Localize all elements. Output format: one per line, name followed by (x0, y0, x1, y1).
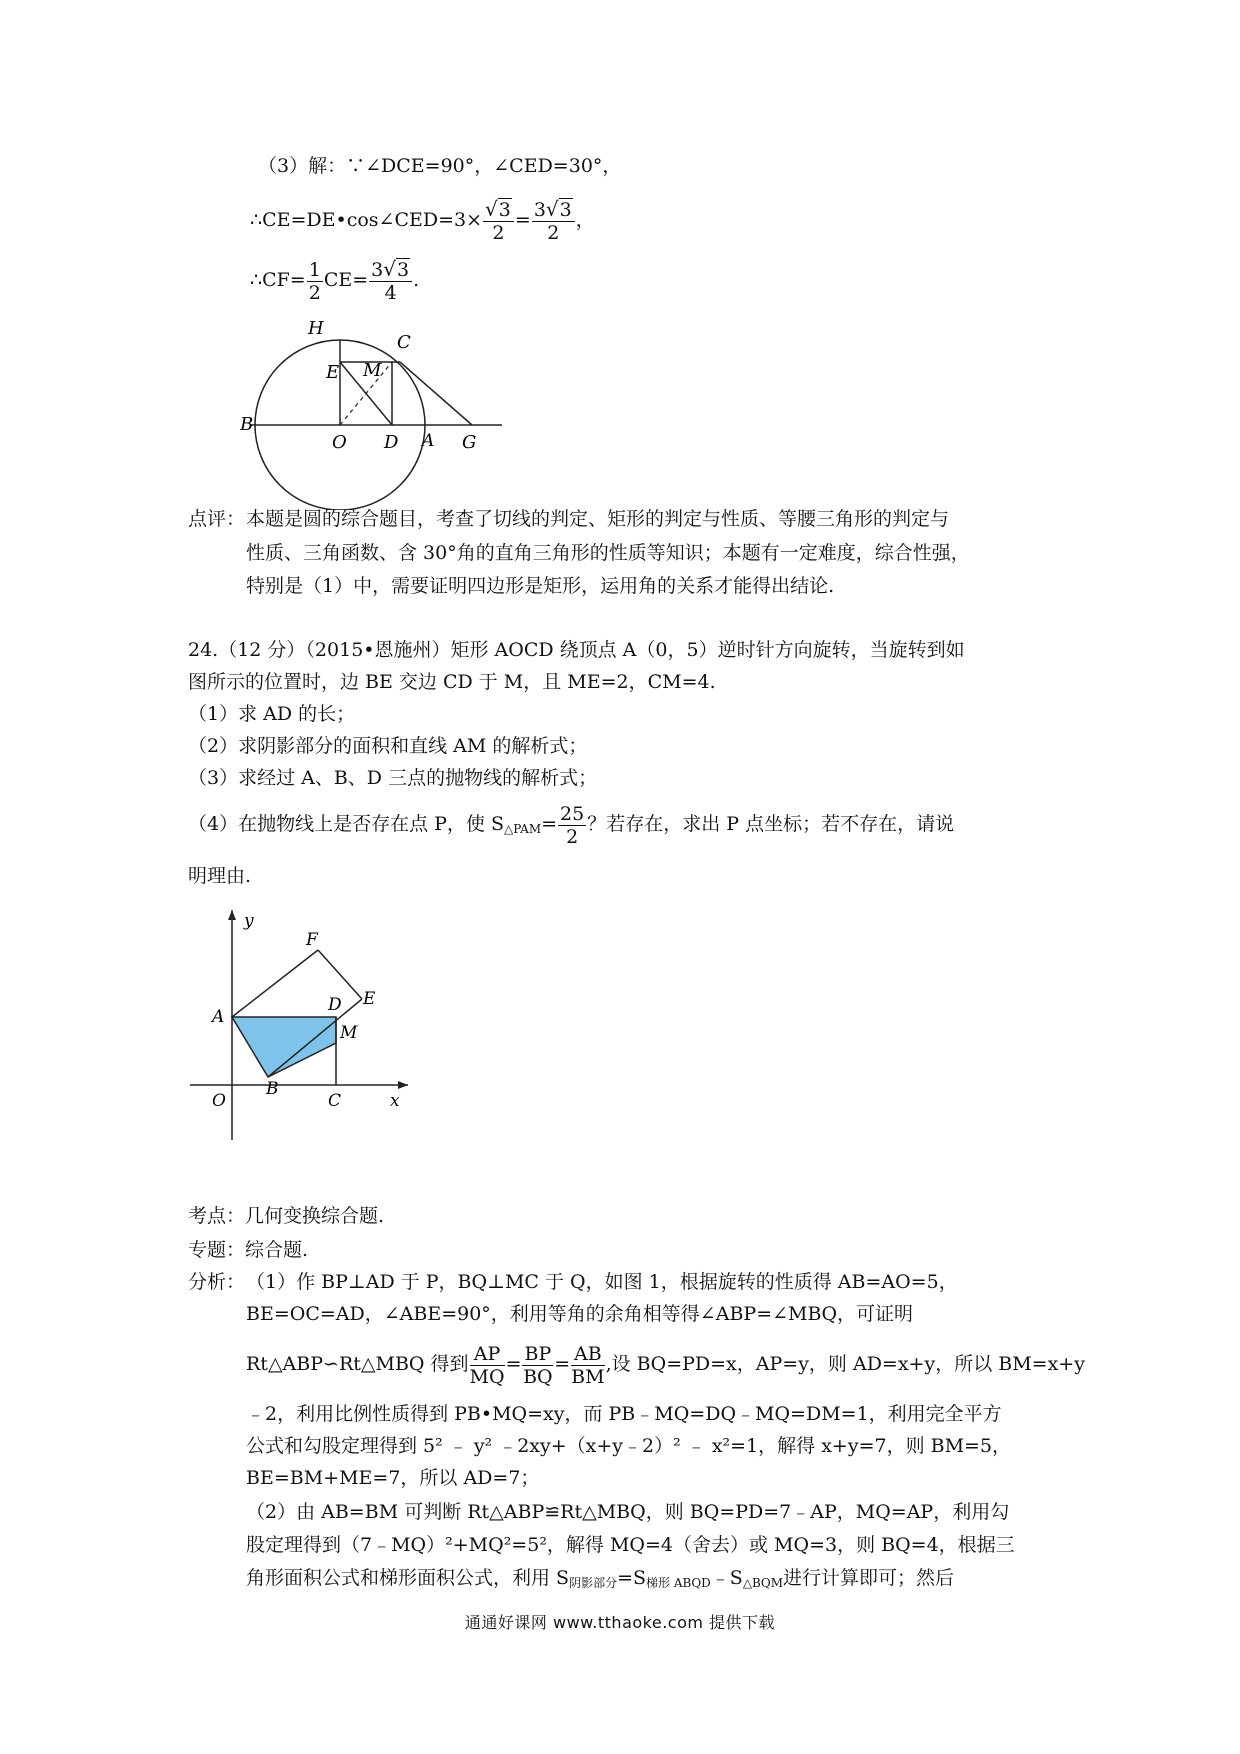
solution-line-3-mid: CE= (323, 269, 369, 291)
label-y: y (244, 911, 254, 931)
segment-AF (232, 950, 318, 1017)
label-A: A (212, 1007, 225, 1027)
label-A: A (422, 431, 435, 451)
analysis-line-9 (246, 1564, 954, 1597)
shaded-region (232, 1017, 336, 1077)
coefficient: 3 (371, 259, 384, 281)
segment-FE (318, 950, 362, 999)
analysis-line-9-prefix: 角形面积公式和梯形面积公式，利用 S (246, 1567, 570, 1589)
solution-line-1: （3）解：∵∠DCE=90°，∠CED=30°， (258, 155, 622, 177)
y-axis-arrow (228, 910, 236, 920)
solution-line-2-prefix: ∴CE=DE•cos∠CED=3× (250, 209, 483, 231)
denominator: MQ (469, 1365, 505, 1388)
analysis-line-9-suffix: 进行计算即可；然后 (782, 1567, 954, 1589)
x-axis-arrow (398, 1081, 408, 1089)
comment-line-3: 特别是（1）中，需要证明四边形是矩形，运用角的关系才能得出结论. (246, 575, 835, 597)
denominator: 2 (547, 222, 560, 244)
denominator: 2 (566, 825, 579, 848)
numerator: BP (524, 1342, 552, 1365)
numerator: 25 (560, 802, 585, 825)
problem-24-line-1: 24.（12 分）（2015•恩施州）矩形 AOCD 绕顶点 A（0，5）逆时针方向旋转，当旋转到如 (188, 639, 965, 661)
analysis-line-3-suffix: ,设 BQ=PD=x，AP=y，则 AD=x+y，所以 BM=x+y (605, 1353, 1085, 1375)
label-x: x (390, 1091, 400, 1111)
analysis-line-4: ﹣2，利用比例性质得到 PB•MQ=xy，而 PB﹣MQ=DQ﹣MQ=DM=1，利用完全平方 (246, 1403, 1002, 1425)
denominator: 4 (384, 282, 397, 304)
label-E: E (326, 362, 340, 383)
problem-24-question-2: （2）求阴影部分的面积和直线 AM 的解析式； (188, 735, 588, 757)
equals-sign: = (541, 813, 558, 835)
problem-24-question-1: （1）求 AD 的长； (188, 703, 356, 725)
analysis-line-3-prefix: Rt△ABP∽Rt△MBQ 得到 (246, 1353, 469, 1375)
problem-24-question-4-line-2: 明理由. (188, 865, 252, 887)
label-D: D (328, 995, 342, 1015)
rotated-rectangle-figure (180, 900, 420, 1145)
label-B: B (240, 414, 254, 435)
fraction-sqrt3-over-2: $\frac{√3}{2}$ (483, 198, 514, 244)
solution-line-3 (250, 250, 419, 310)
denominator: BM (571, 1365, 605, 1388)
analysis-line-9-mid: =S (617, 1567, 647, 1589)
radicand: 3 (559, 199, 572, 221)
problem-24-question-3: （3）求经过 A、B、D 三点的抛物线的解析式； (188, 767, 598, 789)
circle-geometry-figure (240, 310, 510, 510)
label-B: B (266, 1079, 279, 1099)
fraction-3sqrt3-over-2: $\frac{3√3}{2}$ (532, 198, 575, 244)
subscript-triangle: △BQM (742, 1576, 783, 1590)
fraction-AB-over-BM (571, 1343, 604, 1388)
comment-line-1: 本题是圆的综合题目，考查了切线的判定、矩形的判定与性质、等腰三角形的判定与 (246, 508, 950, 530)
kaodian-line: 考点：几何变换综合题. (188, 1205, 385, 1227)
solution-line-3-prefix: ∴CF= (250, 269, 306, 291)
label-O: O (332, 432, 347, 453)
denominator: BQ (523, 1365, 553, 1388)
fraction-AP-over-MQ (470, 1343, 505, 1388)
label-O: O (212, 1091, 226, 1111)
analysis-line-5: 公式和勾股定理得到 5² ﹣ y² ﹣2xy+（x+y﹣2）² ﹣ x²=1，解得 x+y=7，则 BM=5， (246, 1435, 1012, 1457)
question-4-suffix: ？若存在，求出 P 点坐标；若不存在，请说 (587, 813, 955, 835)
solution-line-3-suffix: . (413, 269, 420, 291)
label-D: D (384, 432, 399, 453)
solution-line-2-suffix: ， (575, 209, 595, 231)
subscript-shaded: 阴影部分 (569, 1576, 618, 1590)
analysis-line-9-mid2: ﹣S (710, 1567, 743, 1589)
area-subscript: △PAM (503, 822, 542, 836)
comment-line-2: 性质、三角函数、含 30°角的直角三角形的性质等知识；本题有一定难度，综合性强， (246, 542, 970, 564)
segment-CG (400, 362, 472, 425)
analysis-line-1: （1）作 BP⊥AD 于 P，BQ⊥MC 于 Q，如图 1，根据旋转的性质得 AB=AO=5， (246, 1271, 958, 1293)
label-C: C (328, 1091, 342, 1111)
analysis-line-7: （2）由 AB=BM 可判断 Rt△ABP≌Rt△MBQ，则 BQ=PD=7﹣AP，MQ=AP，利用勾 (246, 1501, 1010, 1523)
comment-label: 点评： (188, 508, 246, 530)
label-C: C (397, 332, 411, 353)
coefficient: 3 (533, 199, 546, 221)
label-F: F (306, 930, 318, 950)
analysis-label: 分析： (188, 1271, 246, 1293)
analysis-line-2: BE=OC=AD，∠ABE=90°，利用等角的余角相等得∠ABP=∠MBQ，可证明 (246, 1303, 914, 1325)
analysis-line-3: Rt△ABP∽Rt△MBQ 得到 $\frac{AP}{MQ}$ = $\frac{BP}{BQ}$ = $\frac{AB}{BM}$ ,设 BQ=PD=x，AP=y，则 AD=x+y，所以 BM=x+y (246, 1342, 1085, 1388)
fraction-BP-over-BQ (522, 1343, 553, 1388)
footer-text: 通通好课网 www.tthaoke.com 提供下载 (464, 1613, 776, 1632)
label-H: H (308, 318, 324, 339)
equals-sign: = (514, 209, 531, 231)
radicand: 3 (397, 259, 410, 281)
analysis-line-8: 股定理得到（7﹣MQ）²+MQ²=5²，解得 MQ=4（舍去）或 MQ=3，则 BQ=4，根据三 (246, 1534, 1015, 1556)
fraction-3sqrt3-over-4: $\frac{3√3}{4}$ (369, 258, 412, 304)
zhuanti-line: 专题：综合题. (188, 1239, 309, 1261)
subscript-trapezoid: 梯形 ABQD (646, 1576, 711, 1590)
numerator: AB (571, 1343, 604, 1366)
analysis-line-6: BE=BM+ME=7，所以 AD=7； (246, 1467, 540, 1489)
numerator: AP (470, 1343, 505, 1366)
label-M: M (363, 360, 382, 381)
fraction-25-over-2 (558, 803, 586, 848)
solution-line-2 (250, 190, 595, 250)
denominator: 2 (492, 222, 505, 244)
label-E: E (363, 989, 376, 1009)
denominator: 2 (308, 281, 321, 304)
problem-24-question-4 (188, 796, 954, 857)
label-M: M (340, 1023, 358, 1043)
radicand: 3 (498, 199, 511, 221)
label-G: G (462, 432, 477, 453)
question-4-prefix: （4）在抛物线上是否存在点 P，使 S (188, 813, 504, 835)
numerator: 1 (308, 258, 321, 281)
fraction-1-over-2 (307, 259, 323, 304)
problem-24-line-2: 图所示的位置时，边 BE 交边 CD 于 M，且 ME=2，CM=4. (188, 671, 716, 693)
